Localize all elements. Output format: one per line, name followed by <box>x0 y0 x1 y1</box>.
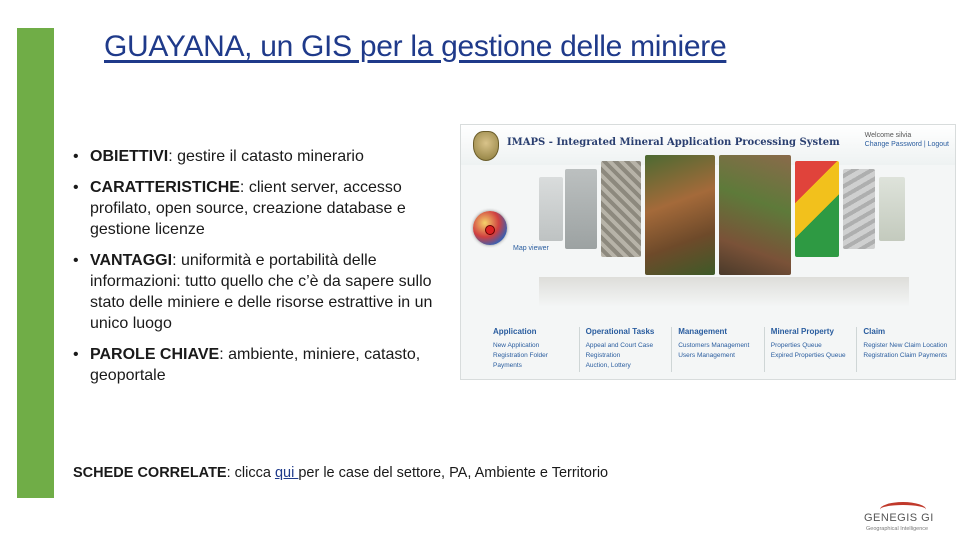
menu-item[interactable]: Registration <box>585 352 621 359</box>
photo-reflection <box>539 277 909 307</box>
bullet-objectives <box>70 146 460 167</box>
menu-item[interactable]: New Application <box>493 342 540 349</box>
menu-management <box>671 327 764 372</box>
mining-photo <box>843 169 875 249</box>
menu-mineral-property <box>764 327 857 372</box>
bullet-label: OBIETTIVI <box>90 148 169 165</box>
menu-item[interactable]: Appeal and Court Case <box>585 342 654 349</box>
mining-photo <box>565 169 597 249</box>
account-links[interactable]: Change Password | Logout <box>864 141 949 148</box>
menu-item[interactable]: Register New Claim Location <box>863 342 948 349</box>
globe-marker-icon <box>485 225 495 235</box>
mining-photo <box>879 177 905 241</box>
bullet-list <box>70 146 460 396</box>
menu-item[interactable]: Auction, Lottery <box>585 362 631 369</box>
menu-header[interactable]: Application <box>493 327 537 336</box>
logo-tagline: Geographical Intelligence <box>866 526 929 532</box>
menu-item[interactable]: Users Management <box>678 352 735 359</box>
user-panel <box>865 131 949 149</box>
menu-operational-tasks <box>579 327 672 372</box>
bullet-text: : gestire il catasto minerario <box>168 148 364 165</box>
menu-item[interactable]: Registration Folder <box>493 352 548 359</box>
bullet-features <box>70 177 460 240</box>
menu-header[interactable]: Claim <box>863 327 886 336</box>
menu-application <box>493 327 579 372</box>
related-label: SCHEDE CORRELATE <box>73 465 227 481</box>
related-sheets <box>73 465 608 481</box>
logo-name: GENEGIS GI <box>864 512 934 524</box>
imaps-screenshot <box>460 124 956 380</box>
welcome-text: Welcome silvia <box>864 132 912 139</box>
bullet-advantages <box>70 250 460 334</box>
menu-item[interactable]: Customers Management <box>678 342 750 349</box>
app-menu <box>493 327 949 372</box>
bullet-text: : uniformità e portabilità delle informazioni: tutto quello che c’è da sapere sullo stato delle miniere e delle risorse estrattive in un unico luogo <box>90 252 433 332</box>
bullet-label: CARATTERISTICHE <box>90 179 240 196</box>
bullet-text: : ambiente, miniere, catasto, geoportale <box>90 346 421 384</box>
bullet-label: PAROLE CHIAVE <box>90 346 220 363</box>
coat-of-arms-icon <box>473 131 499 161</box>
menu-claim <box>856 327 949 372</box>
page-title: GUAYANA, un GIS per la gestione delle miniere <box>104 30 727 63</box>
mining-photo <box>601 161 641 257</box>
bullet-text: : client server, accesso profilato, open source, creazione database e gestione licenze <box>90 179 406 238</box>
related-pre: : clicca <box>226 465 275 481</box>
mining-photo <box>719 155 791 275</box>
app-title: IMAPS - Integrated Mineral Application Processing System <box>507 137 840 148</box>
bullet-keywords <box>70 344 460 386</box>
map-viewer-link[interactable]: Map viewer <box>513 245 549 252</box>
menu-item[interactable]: Registration Claim Payments <box>863 352 948 359</box>
flag-photo <box>795 161 839 257</box>
menu-header[interactable]: Management <box>678 327 728 336</box>
menu-item[interactable]: Payments <box>493 362 522 369</box>
related-link[interactable]: qui <box>274 465 299 481</box>
mining-photo <box>539 177 563 241</box>
menu-header[interactable]: Mineral Property <box>770 327 834 336</box>
menu-header[interactable]: Operational Tasks <box>585 327 655 336</box>
related-post: per le case del settore, PA, Ambiente e Territorio <box>298 465 609 481</box>
company-logo <box>862 498 946 538</box>
mining-photo <box>645 155 715 275</box>
accent-bar <box>17 28 54 498</box>
bullet-label: VANTAGGI <box>90 252 173 269</box>
menu-item[interactable]: Expired Properties Queue <box>770 352 846 359</box>
menu-item[interactable]: Properties Queue <box>770 342 822 349</box>
